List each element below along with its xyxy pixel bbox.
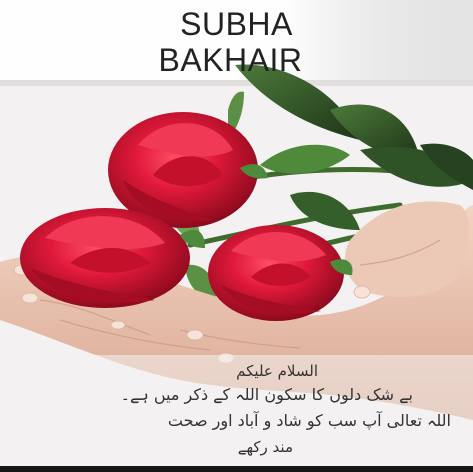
bottom-border [0,466,473,472]
rose-right [208,225,344,321]
title-line-2: BAKHAIR [158,42,303,78]
message-line-2: بے شک دلوں کا سکون اللہ کے ذکر میں ہے۔ [120,385,413,404]
title-line-1: SUBHA [180,6,293,42]
title-area [0,0,473,84]
rose-left [20,208,190,308]
message-line-4: مند رکھے [237,438,293,456]
message-greeting: السلام علیکم [236,362,318,380]
urdu-message [0,360,473,464]
message-line-3: اللہ تعالی آپ سب کو شاد و آباد اور صحت [167,411,451,430]
